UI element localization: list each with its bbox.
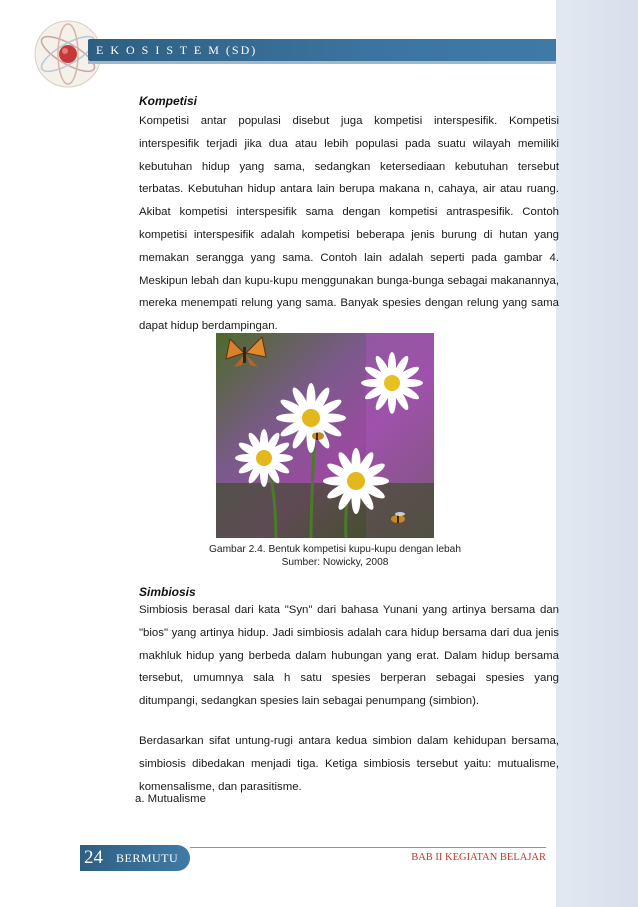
footer-divider [190, 847, 546, 848]
footer-brand: BERMUTU [116, 851, 179, 865]
heading-kompetisi: Kompetisi [139, 94, 198, 108]
heading-simbiosis: Simbiosis [139, 585, 196, 599]
paragraph-simbiosis-2 [139, 730, 559, 798]
paragraph-kompetisi-text: Kompetisi antar populasi disebut juga kompetisi interspesifik. Kompetisi interspesifik terjadi jika dua atau lebih populasi pada suatu wilayah memiliki kebutuhan hidup yang sama, sedangkan ketersediaan kebutuhan tersebut terbatas. Kebutuhan hidup antara lain berupa makana n, cahaya, air atau ruang. Akibat kompetisi interspesifik sama dengan kompetisi antraspesifik. Contoh kompetisi interspesifik adalah kompetisi beberapa jenis burung di hutan yang memakan serangga yang sama. Contoh lain adalah seperti pada gambar 4. Meskipun lebah dan kupu-kupu menggunakan bunga-bunga sebagai makanannya, mereka menempati relung yang sama. Banyak spesies dengan relung yang sama dapat hidup berdampingan. [139, 115, 559, 333]
figure-caption [150, 543, 520, 569]
paragraph-simbiosis-2-text: Berdasarkan sifat untung-rugi antara kedua simbion dalam kehidupan bersama, simbiosis dibedakan menjadi tiga. Ketiga simbiosis tersebut yaitu: mutualisme, komensalisme, dan parasitisme. [139, 735, 559, 793]
butterfly-bee-flowers-image [216, 333, 434, 538]
figure-caption-title: Gambar 2.4. Bentuk kompetisi kupu-kupu dengan lebah [208, 544, 462, 555]
figure-caption-source: Sumber: Nowicky, 2008 [281, 557, 389, 568]
paragraph-simbiosis-1 [139, 599, 559, 713]
paragraph-simbiosis-1-text: Simbiosis berasal dari kata "Syn" dari bahasa Yunani yang artinya bersama dan "bios" yang artinya hidup. Jadi simbiosis adalah cara hidup bersama dari dua jenis makhluk hidup yang berbeda dalam hubungan yang erat. Dalam hidup bersama tersebut, umumnya sala h satu spesies berperan sebagai spesies yang ditumpangi, sedangkan spesies lain sebagai penumpang (simbion). [139, 604, 559, 708]
list-item-mutualisme: a. Mutualisme [135, 793, 206, 805]
paragraph-kompetisi [139, 110, 559, 338]
page-side-band [556, 0, 638, 907]
header-title: E K O S I S T E M (SD) [96, 43, 258, 57]
page-number: 24 [84, 847, 103, 868]
footer-chapter: BAB II KEGIATAN BELAJAR [411, 852, 546, 863]
